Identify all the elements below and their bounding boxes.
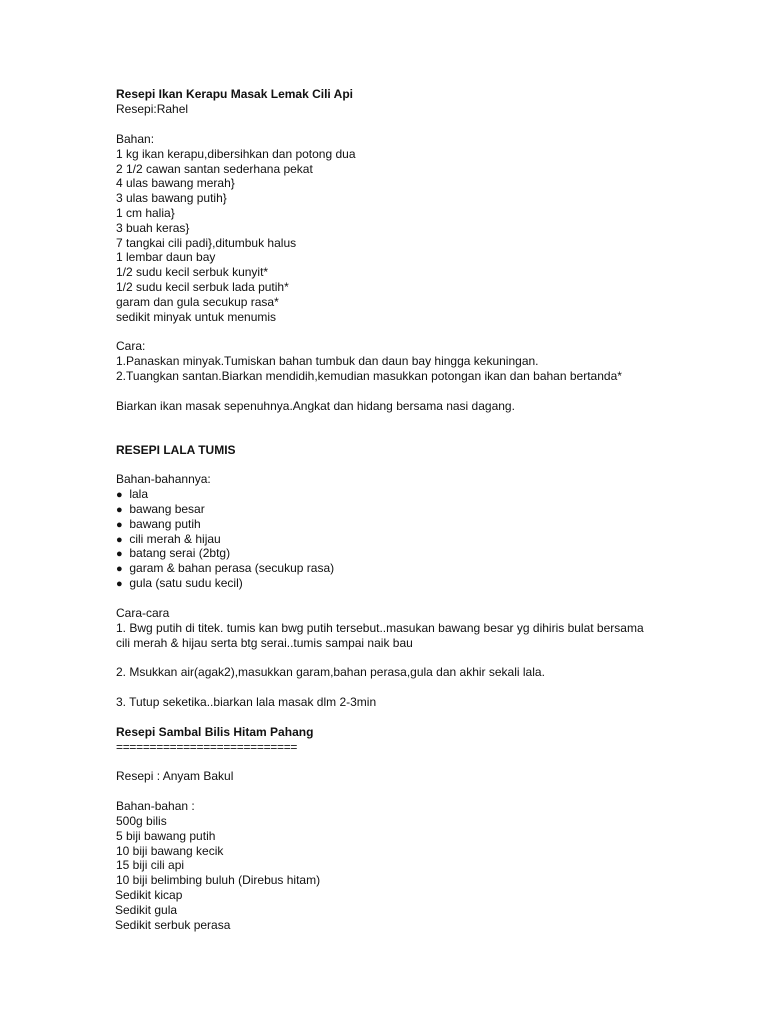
recipe3-title: Resepi Sambal Bilis Hitam Pahang — [116, 725, 314, 739]
recipe1-ingredient: 7 tangkai cili padi},ditumbuk halus — [116, 236, 297, 250]
recipe1-ingredient: 4 ulas bawang merah} — [116, 176, 235, 190]
recipe2-step2: 2. Msukkan air(agak2),masukkan garam,bahan perasa,gula dan akhir sekali lala. — [116, 665, 545, 679]
recipe3-ingredient-extra: Sedikit gula — [115, 903, 178, 917]
recipe2-ingredient — [116, 532, 221, 547]
recipe2-ingredient-label: batang serai (2btg) — [129, 546, 231, 560]
recipe2-ingredients-heading: Bahan-bahannya: — [116, 472, 211, 486]
recipe2-title: RESEPI LALA TUMIS — [116, 443, 236, 457]
recipe2-ingredient — [116, 576, 243, 591]
bullet-icon: ● — [116, 563, 123, 575]
recipe2-ingredient — [116, 517, 201, 532]
recipe1-ingredient: 2 1/2 cawan santan sederhana pekat — [116, 162, 313, 176]
recipe1-ingredient: 1 kg ikan kerapu,dibersihkan dan potong dua — [116, 147, 356, 161]
recipe2-method-heading: Cara-cara — [116, 606, 170, 620]
recipe2-ingredient-label: bawang putih — [129, 517, 201, 531]
recipe1-ingredient: sedikit minyak untuk menumis — [116, 310, 277, 324]
recipe2-ingredient-label: lala — [129, 487, 149, 501]
recipe3-author: Resepi : Anyam Bakul — [116, 769, 234, 783]
recipe2-ingredient — [116, 561, 334, 576]
recipe2-ingredient-label: garam & bahan perasa (secukup rasa) — [129, 561, 335, 575]
recipe3-ingredient: 15 biji cili api — [116, 858, 185, 872]
recipe1-ingredient: 1/2 sudu kecil serbuk lada putih* — [116, 280, 289, 294]
recipe3-ingredient: 10 biji belimbing buluh (Direbus hitam) — [116, 873, 321, 887]
recipe2-ingredient — [116, 546, 230, 561]
recipe3-ingredient: 5 biji bawang putih — [116, 829, 216, 843]
recipe1-ingredient: 1 lembar daun bay — [116, 250, 216, 264]
recipe1-title: Resepi Ikan Kerapu Masak Lemak Cili Api — [116, 87, 353, 101]
recipe1-ingredient: garam dan gula secukup rasa* — [116, 295, 279, 309]
recipe2-ingredient-label: cili merah & hijau — [129, 532, 221, 546]
recipe1-ingredient: 3 buah keras} — [116, 221, 190, 235]
recipe1-ingredient: 3 ulas bawang putih} — [116, 191, 227, 205]
recipe1-closing: Biarkan ikan masak sepenuhnya.Angkat dan hidang bersama nasi dagang. — [116, 399, 515, 413]
recipe2-step1-line2: cili merah & hijau serta btg serai..tumis sampai naik bau — [116, 636, 413, 650]
recipe3-separator: =========================== — [116, 740, 298, 754]
bullet-icon: ● — [116, 548, 123, 560]
recipe1-method-step: 1.Panaskan minyak.Tumiskan bahan tumbuk dan daun bay hingga kekuningan. — [116, 354, 539, 368]
recipe1-author: Resepi:Rahel — [116, 102, 189, 116]
bullet-icon: ● — [116, 534, 123, 546]
recipe2-ingredient-label: gula (satu sudu kecil) — [129, 576, 243, 590]
recipe3-ingredient-extra: Sedikit serbuk perasa — [115, 918, 231, 932]
recipe2-step1-line1: 1. Bwg putih di titek. tumis kan bwg putih tersebut..masukan bawang besar yg dihiris bulat bersama — [116, 621, 644, 635]
recipe3-ingredients-heading: Bahan-bahan : — [116, 799, 195, 813]
recipe3-ingredient-extra: Sedikit kicap — [115, 888, 183, 902]
recipe1-method-heading: Cara: — [116, 339, 146, 353]
recipe1-ingredient: 1 cm halia} — [116, 206, 175, 220]
bullet-icon: ● — [116, 504, 123, 516]
recipe2-ingredient-label: bawang besar — [129, 502, 205, 516]
recipe1-ingredients-heading: Bahan: — [116, 132, 155, 146]
recipe2-ingredient — [116, 502, 205, 517]
recipe1-ingredient: 1/2 sudu kecil serbuk kunyit* — [116, 265, 269, 279]
recipe1-method-step: 2.Tuangkan santan.Biarkan mendidih,kemudian masukkan potongan ikan dan bahan bertanda* — [116, 369, 622, 383]
recipe3-ingredient: 500g bilis — [116, 814, 167, 828]
bullet-icon: ● — [116, 578, 123, 590]
recipe3-ingredient: 10 biji bawang kecik — [116, 844, 224, 858]
recipe2-step3: 3. Tutup seketika..biarkan lala masak dlm 2-3min — [116, 695, 377, 709]
bullet-icon: ● — [116, 489, 123, 501]
bullet-icon: ● — [116, 519, 123, 531]
recipe2-ingredient — [116, 487, 148, 502]
